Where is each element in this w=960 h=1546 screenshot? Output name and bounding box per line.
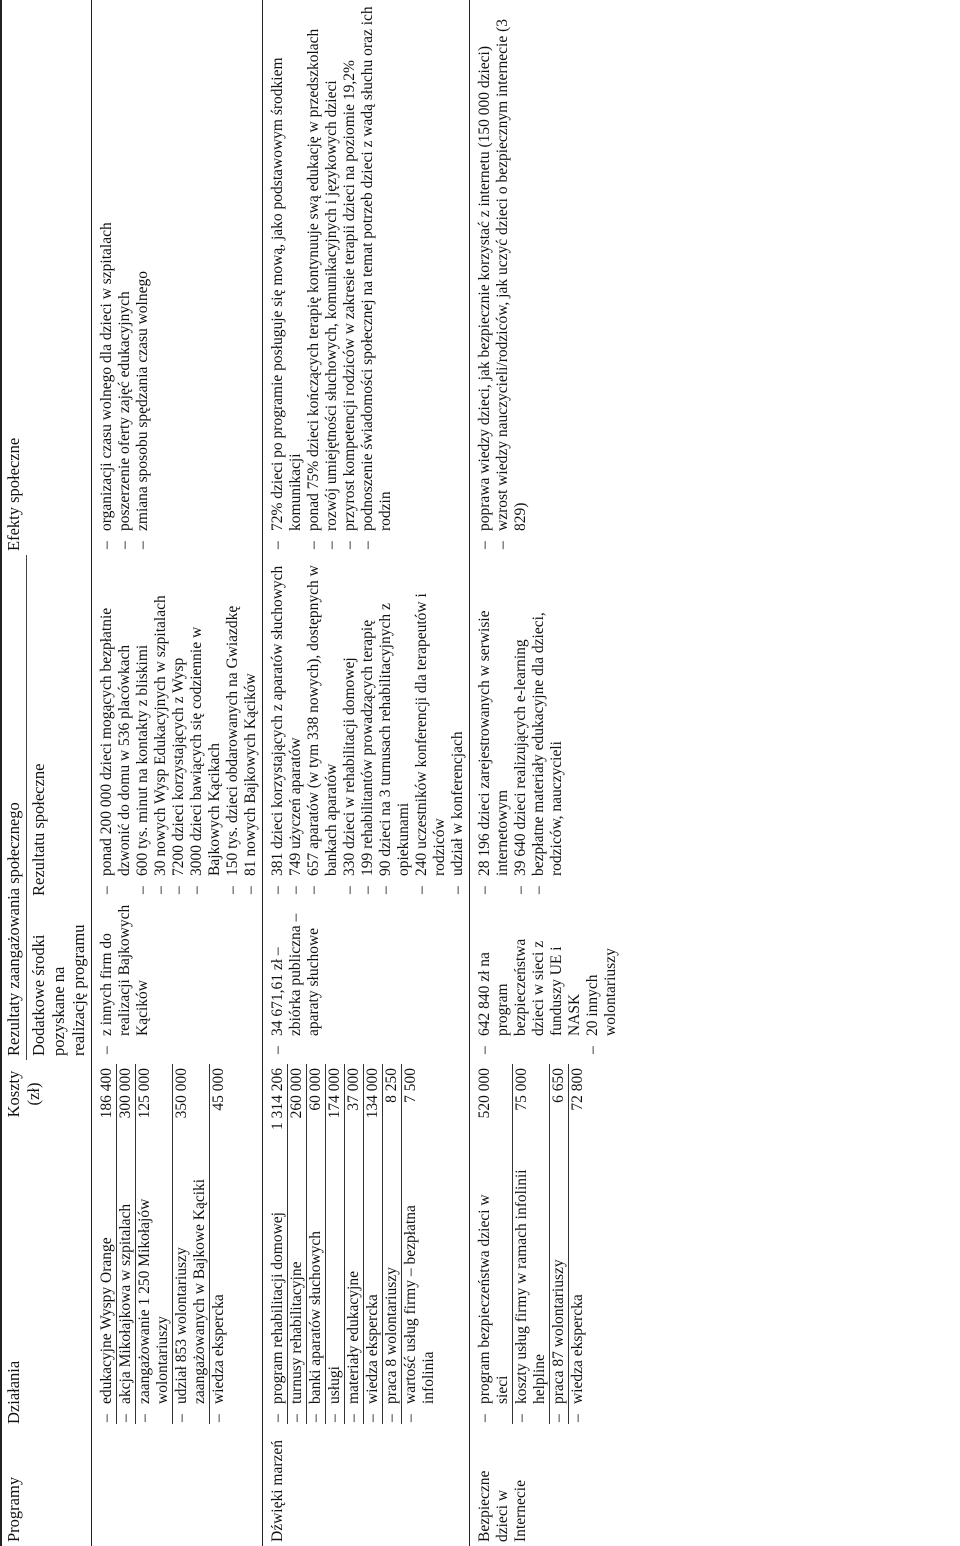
activity-cost: 1 314 206	[269, 1068, 286, 1130]
activity-text: – praca 87 wolontariuszy	[550, 1163, 568, 1424]
social-effect-item: – podnoszenie świadomości społecznej na temat potrzeb dzieci z wadą słuchu oraz ich rodzin	[359, 4, 395, 551]
social-result-item: – 749 użyczeń aparatów	[287, 559, 305, 896]
activity-text: – edukacyjne Wyspy Orange	[98, 1163, 116, 1424]
social-effects-cell	[470, 0, 623, 555]
activity-line	[402, 1064, 438, 1424]
activity-line	[345, 1064, 364, 1424]
header-additional-funds: Dodatkowe środki pozyskane na realizację programu	[27, 900, 92, 1060]
social-results-cell	[263, 555, 470, 900]
activity-cost: 125 000	[136, 1068, 153, 1119]
social-result-item: – 81 nowych Bajkowych Kącików	[242, 559, 260, 896]
activity-cost: 350 000	[173, 1068, 190, 1119]
activity-text: – banki aparatów słuchowych	[307, 1163, 325, 1424]
additional-fund-list	[98, 904, 152, 1056]
activity-text: – wiedza ekspercka	[569, 1163, 587, 1424]
additional-funds-cell	[470, 900, 623, 1060]
activity-cost: 72 800	[569, 1068, 586, 1111]
additional-fund-list	[269, 904, 323, 1056]
social-result-list	[476, 559, 566, 896]
activity-text: – koszty usług firmy w ramach infolinii helpline	[513, 1163, 549, 1424]
social-effect-item: – poprawa wiedzy dzieci, jak bezpiecznie korzystać z internetu (150 000 dzieci)	[476, 4, 494, 551]
social-result-item: – 90 dzieci na 3 turnusach rehabilitacyjnych z opiekunami	[377, 559, 413, 896]
social-effect-item: – organizacji czasu wolnego dla dzieci w szpitalach	[98, 4, 116, 551]
additional-fund-list	[476, 904, 620, 1056]
activity-text: – wartość usług firmy – bezpłatna infolinia	[402, 1163, 438, 1424]
activity-text: – program bezpieczeństwa dzieci w sieci	[476, 1163, 512, 1424]
activity-line	[383, 1064, 402, 1424]
activity-line	[210, 1064, 228, 1424]
activity-line	[513, 1064, 550, 1424]
social-effect-list	[269, 4, 395, 551]
social-result-list	[269, 559, 467, 896]
social-effects-cell	[263, 0, 470, 555]
social-result-item: – bezpłatne materiały edukacyjne dla dzieci, rodziców, nauczycieli	[530, 559, 566, 896]
activity-line	[173, 1064, 210, 1424]
additional-fund-item: – z innych firm do realizacji Bajkowych Kącików	[98, 904, 152, 1056]
activity-cost: 8 250	[383, 1068, 400, 1103]
additional-fund-item: – 20 innych wolontariuszy	[584, 904, 620, 1056]
activity-cost: 520 000	[476, 1068, 493, 1119]
social-result-item: – ponad 200 000 dzieci mogących bezpłatnie dzwonić do domu w 536 placówkach	[98, 559, 134, 896]
program-name	[92, 1428, 263, 1546]
additional-fund-item: – 34 671,61 zł – zbiórka publiczna – aparaty słuchowe	[269, 904, 323, 1056]
activities-cell	[92, 1060, 263, 1428]
social-effect-item: – ponad 75% dzieci kończących terapię kontynuuje swą edukację w przedszkolach	[305, 4, 323, 551]
activity-text: – udział 853 wolontariuszy zaangażowanych w Bajkowe Kąciki	[173, 1163, 209, 1424]
additional-funds-cell	[263, 900, 470, 1060]
activity-line	[326, 1064, 345, 1424]
activities-cell	[470, 1060, 623, 1428]
activity-text: – wiedza ekspercka	[364, 1163, 382, 1424]
activity-cost: 7 500	[402, 1068, 419, 1103]
social-result-item: – 240 uczestników konferencji dla terapeutów i rodziców	[413, 559, 449, 896]
social-results-cell	[92, 555, 263, 900]
program-row	[470, 0, 623, 1546]
activity-text: – usługi	[326, 1163, 344, 1424]
social-effect-item: – zmiana sposobu spędzania czasu wolnego	[134, 4, 152, 551]
header-activities-label: Działania	[4, 1360, 23, 1424]
activity-cost: 37 000	[345, 1068, 362, 1111]
social-result-item: – 600 tys. minut na kontakty z bliskimi	[134, 559, 152, 896]
activity-line	[550, 1064, 569, 1424]
program-row	[92, 0, 263, 1546]
social-effects-cell	[92, 0, 263, 555]
activity-cost: 134 000	[364, 1068, 381, 1119]
activity-text: – praca 8 wolontariuszy	[383, 1163, 401, 1424]
social-result-item: – 30 nowych Wysp Edukacyjnych w szpitalach	[152, 559, 170, 896]
activity-line	[569, 1064, 587, 1424]
social-results-cell	[470, 555, 623, 900]
social-effect-item: – poszerzenie oferty zajęć edukacyjnych	[116, 4, 134, 551]
header-results-group: Rezultaty zaangażowania społecznego	[1, 555, 27, 1060]
social-effect-item: – rozwój umiejętności słuchowych, komunikacyjnych i językowych dzieci	[323, 4, 341, 551]
activity-cost: 45 000	[210, 1068, 227, 1111]
activity-line	[476, 1064, 513, 1424]
activity-text: – akcja Mikołajkowa w szpitalach	[117, 1163, 135, 1424]
additional-funds-cell	[92, 900, 263, 1060]
activity-cost: 6 650	[550, 1068, 567, 1103]
activity-cost: 260 000	[288, 1068, 305, 1119]
activity-line	[269, 1064, 288, 1424]
social-result-item: – 199 rehabilitantów prowadzących terapię	[359, 559, 377, 896]
header-social-result: Rezultatu społeczne	[27, 555, 92, 900]
activity-line	[364, 1064, 383, 1424]
social-effect-list	[476, 4, 530, 551]
activity-text: – materiały edukacyjne	[345, 1163, 363, 1424]
social-effect-item: – przyrost kompetencji rodziców w zakresie terapii dzieci na poziomie 19,2%	[341, 4, 359, 551]
social-result-item: – udział w konferencjach	[449, 559, 467, 896]
social-result-item: – 7200 dzieci korzystających z Wysp	[170, 559, 188, 896]
social-result-item: – 39 640 dzieci realizujących e-learning	[512, 559, 530, 896]
activity-text: – program rehabilitacji domowej	[269, 1163, 287, 1424]
social-result-item: – 657 aparatów (w tym 338 nowych), dostępnych w bankach aparatów	[305, 559, 341, 896]
social-result-item: – 150 tys. dzieci obdarowanych na Gwiazdkę	[224, 559, 242, 896]
program-name: Dźwięki marzeń	[269, 1440, 286, 1542]
activities-cell	[263, 1060, 470, 1428]
activity-line	[288, 1064, 307, 1424]
header-activities	[1, 1060, 92, 1428]
activity-cost: 75 000	[513, 1068, 530, 1111]
social-result-list	[98, 559, 260, 896]
header-social-effects: Efekty społeczne	[1, 0, 92, 555]
activity-cost: 300 000	[117, 1068, 134, 1119]
activity-line	[136, 1064, 173, 1424]
social-effect-list	[98, 4, 152, 551]
social-effect-item: – 72% dzieci po programie posługuje się mową, jako podstawowym środkiem komunikacji	[269, 4, 305, 551]
activity-cost: 186 400	[98, 1068, 115, 1119]
program-row	[263, 0, 470, 1546]
activity-text: – wiedza ekspercka	[210, 1163, 228, 1424]
activity-cost: 174 000	[326, 1068, 343, 1119]
activity-line	[98, 1064, 117, 1424]
activity-cost: 60 000	[307, 1068, 324, 1111]
social-result-item: – 330 dzieci w rehabilitacji domowej	[341, 559, 359, 896]
additional-fund-item: – 642 840 zł na program bezpieczeństwa dzieci w sieci z funduszy UE i NASK	[476, 904, 584, 1056]
social-result-item: – 3000 dzieci bawiących się codziennie w Bajkowych Kącikach	[188, 559, 224, 896]
programs-body	[92, 0, 623, 1546]
social-effect-item: – wzrost wiedzy nauczycieli/rodziców, jak uczyć dzieci o bezpiecznym internecie (3 829)	[494, 4, 530, 551]
activity-line	[117, 1064, 136, 1424]
activity-line	[307, 1064, 326, 1424]
activity-text: – zaangażowanie 1 250 Mikołajów wolontariuszy	[136, 1163, 172, 1424]
program-name: Bezpieczne dzieci w Internecie	[476, 1470, 529, 1542]
header-costs: Koszty (zł)	[4, 1070, 43, 1118]
activity-text: – turnusy rehabilitacyjne	[288, 1163, 306, 1424]
social-result-item: – 28 196 dzieci zarejestrowanych w serwisie internetowym	[476, 559, 512, 896]
header-programs: Programy	[1, 1428, 92, 1546]
social-result-item: – 381 dzieci korzystających z aparatów słuchowych	[269, 559, 287, 896]
